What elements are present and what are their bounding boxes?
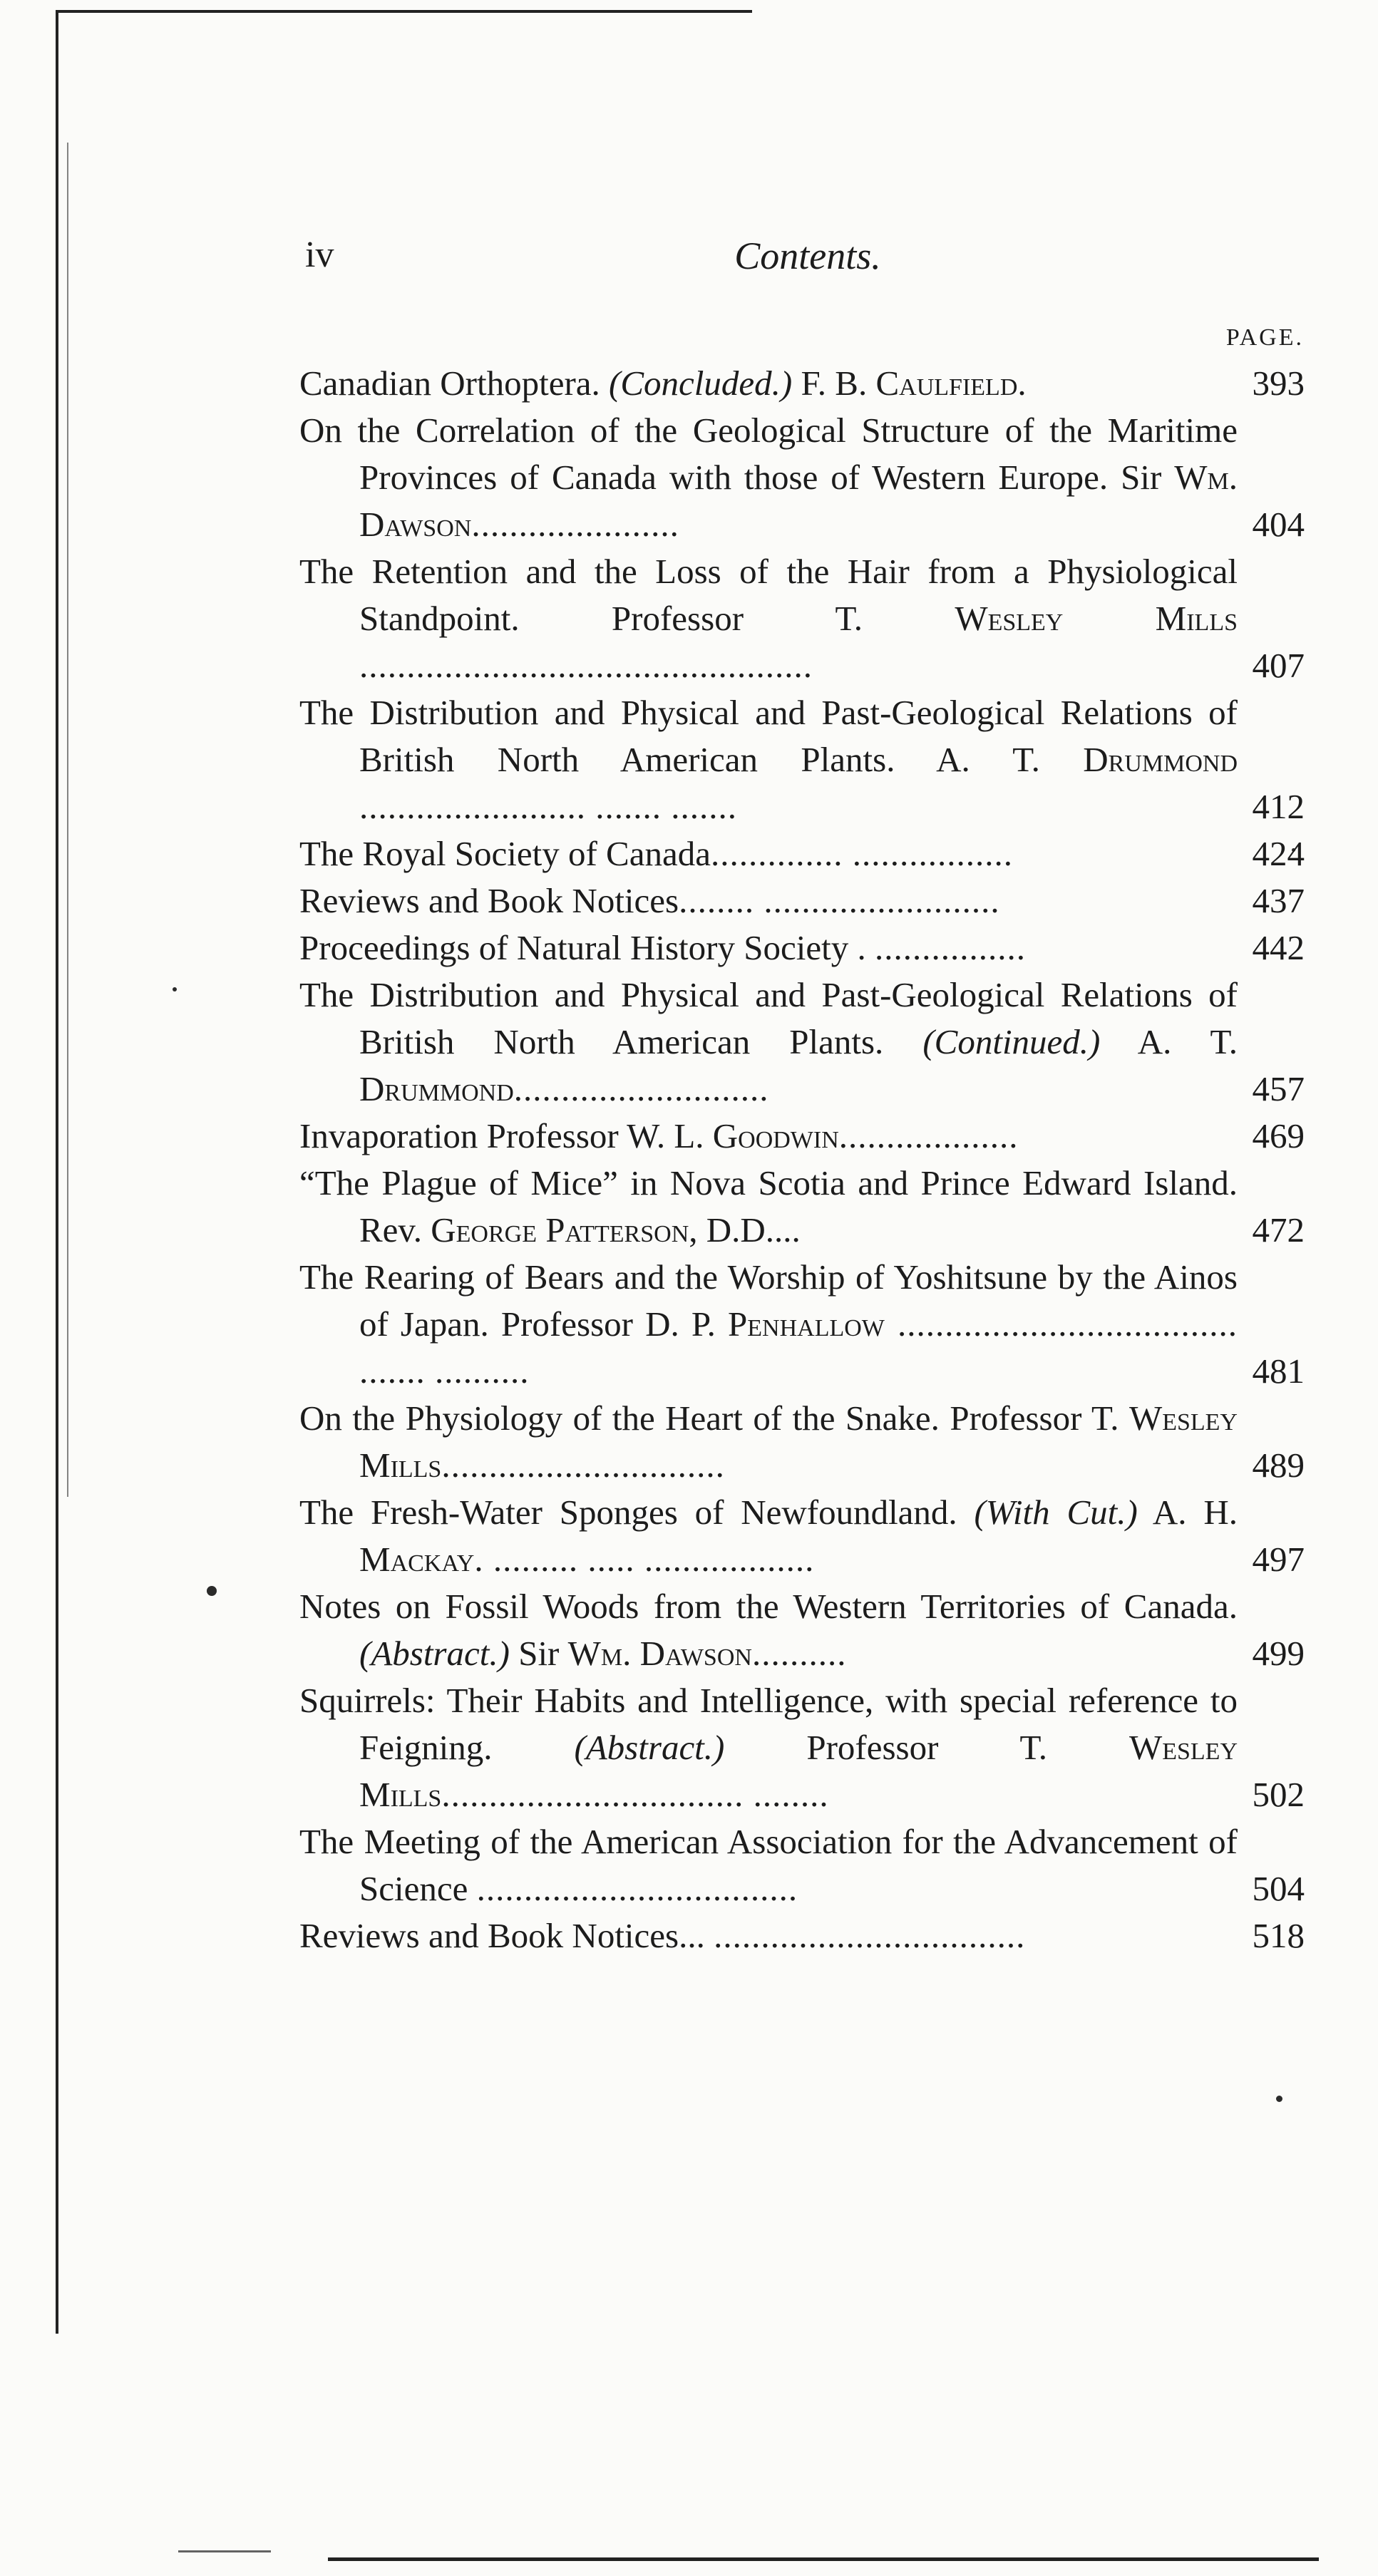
toc-entry-segment: “The Plague of Mice” in Nova Scotia and Prince Edward Island. Rev. bbox=[299, 1163, 1238, 1250]
toc-entry-segment: (With Cut.) bbox=[974, 1493, 1138, 1532]
toc-entry-segment: ................................................ bbox=[359, 646, 813, 685]
toc-entry bbox=[299, 407, 1305, 548]
toc-entry-page-number: 404 bbox=[1252, 505, 1305, 544]
toc-entry bbox=[299, 1489, 1305, 1583]
ink-speck bbox=[173, 987, 177, 991]
toc-entry-title bbox=[299, 1395, 1238, 1489]
toc-entry bbox=[299, 1677, 1305, 1818]
toc-entry-page-number: 499 bbox=[1252, 1634, 1305, 1673]
left-border-rule bbox=[56, 10, 58, 2334]
toc-entry bbox=[299, 548, 1305, 689]
toc-entry-segment: On the Correlation of the Geological Structure of the Maritime Provinces of Canada with those of Western Europe. Sir bbox=[299, 411, 1238, 497]
top-border-rule bbox=[57, 10, 752, 13]
toc-entry-page-number: 412 bbox=[1252, 787, 1305, 826]
toc-entry-segment: Wesley Mills bbox=[359, 1728, 1238, 1814]
page-number-roman: iv bbox=[305, 235, 334, 275]
toc-entry-title bbox=[299, 1583, 1238, 1677]
toc-entry-segment: ........................ ....... ....... bbox=[359, 787, 737, 826]
toc-entry-title bbox=[299, 689, 1238, 830]
toc-entry-page-number: 424 bbox=[1252, 834, 1305, 873]
bottom-border-dash bbox=[178, 2550, 271, 2552]
toc-entry-segment: Wesley Mills bbox=[359, 1398, 1238, 1485]
toc-entry bbox=[299, 877, 1305, 924]
toc-entry-segment: Proceedings of Natural History Society . bbox=[299, 928, 875, 967]
table-of-contents bbox=[299, 360, 1305, 1959]
toc-entry-segment: Goodwin bbox=[712, 1116, 839, 1155]
toc-entry-segment: The Fresh-Water Sponges of Newfoundland. bbox=[299, 1493, 975, 1532]
toc-entry-page-number: 481 bbox=[1252, 1351, 1305, 1391]
toc-entry-segment: ................................ ........ bbox=[441, 1775, 829, 1814]
toc-entry-title bbox=[299, 548, 1238, 689]
toc-entry-title bbox=[299, 1160, 1238, 1254]
toc-entry-segment: A. T. bbox=[1100, 1022, 1238, 1061]
toc-entry-page-number: 502 bbox=[1252, 1775, 1305, 1814]
toc-entry-title bbox=[299, 360, 1238, 407]
toc-entry-segment: Reviews and Book Notices... bbox=[299, 1916, 714, 1955]
toc-entry-title bbox=[299, 1489, 1238, 1583]
toc-entry-title bbox=[299, 924, 1238, 972]
toc-entry-title bbox=[299, 1912, 1238, 1959]
toc-entry-page-number: 437 bbox=[1252, 881, 1305, 920]
toc-entry-segment: F. B. bbox=[792, 364, 876, 403]
toc-entry bbox=[299, 689, 1305, 830]
toc-entry-segment: ................... bbox=[838, 1116, 1019, 1155]
toc-entry bbox=[299, 830, 1305, 877]
toc-entry bbox=[299, 1254, 1305, 1395]
toc-entry-segment: Wm. Dawson bbox=[567, 1634, 752, 1673]
toc-entry-page-number: 393 bbox=[1252, 364, 1305, 403]
toc-entry-segment: The Distribution and Physical and Past-Geological Relations of British North American Plants. A. T. bbox=[299, 693, 1238, 779]
toc-entry-segment: , D.D.... bbox=[689, 1210, 801, 1250]
toc-entry-title bbox=[299, 830, 1238, 877]
toc-entry-title bbox=[299, 1677, 1238, 1818]
left-border-rule-outer bbox=[67, 143, 68, 1497]
toc-entry-title bbox=[299, 407, 1238, 548]
toc-entry-segment: .......... bbox=[751, 1634, 847, 1673]
toc-entry-page-number: 518 bbox=[1252, 1916, 1305, 1955]
toc-entry-segment: Reviews and Book Notices bbox=[299, 881, 679, 920]
toc-entry-segment: .............................. bbox=[441, 1446, 725, 1485]
toc-entry-segment: The Retention and the Loss of the Hair from a Physiological Standpoint. Professor T. bbox=[299, 552, 1238, 638]
toc-entry-segment: (Continued.) bbox=[922, 1022, 1101, 1061]
toc-entry-segment: Mackay bbox=[359, 1540, 475, 1579]
toc-entry-title bbox=[299, 1254, 1238, 1395]
toc-entry-page-number: 407 bbox=[1252, 646, 1305, 685]
toc-entry-segment: Drummond bbox=[1083, 740, 1238, 779]
toc-entry-page-number: 489 bbox=[1252, 1446, 1305, 1485]
toc-entry-segment: The Distribution and Physical and Past-Geological Relations of British North American Plants. bbox=[299, 975, 1238, 1061]
toc-entry-segment: Penhallow bbox=[728, 1304, 885, 1344]
toc-entry-title bbox=[299, 877, 1238, 924]
toc-entry bbox=[299, 1395, 1305, 1489]
toc-entry-segment: .............. ................. bbox=[710, 834, 1013, 873]
toc-entry-segment: The Rearing of Bears and the Worship of Yoshitsune by the Ainos of Japan. Professor D. P. bbox=[299, 1257, 1238, 1344]
toc-entry-segment: (Concluded.) bbox=[609, 364, 793, 403]
toc-entry bbox=[299, 972, 1305, 1113]
toc-entry-segment: ........................... bbox=[513, 1069, 769, 1108]
toc-entry-title bbox=[299, 972, 1238, 1113]
toc-entry-segment: Invaporation Professor W. L. bbox=[299, 1116, 713, 1155]
toc-entry-segment: ................ bbox=[874, 928, 1026, 967]
toc-entry-segment: ........ ......................... bbox=[679, 881, 1000, 920]
toc-entry-page-number: 497 bbox=[1252, 1540, 1305, 1579]
toc-entry-segment: George Patterson bbox=[431, 1210, 689, 1250]
toc-entry-segment: Wesley Mills bbox=[955, 599, 1238, 638]
toc-entry-segment: Sir bbox=[509, 1634, 568, 1673]
toc-entry-segment: The Royal Society of Canada bbox=[299, 834, 711, 873]
toc-entry-segment: The Meeting of the American Association for the Advancement of Science bbox=[299, 1822, 1238, 1908]
toc-entry-page-number: 442 bbox=[1252, 928, 1305, 967]
toc-entry-segment: (Abstract.) bbox=[359, 1634, 510, 1673]
toc-entry-segment: ................................. bbox=[714, 1916, 1026, 1955]
toc-entry bbox=[299, 360, 1305, 407]
toc-entry-page-number: 472 bbox=[1252, 1210, 1305, 1250]
toc-entry-title bbox=[299, 1113, 1238, 1160]
page-header bbox=[305, 234, 1310, 285]
ink-speck bbox=[207, 1586, 217, 1596]
toc-entry-segment: Notes on Fossil Woods from the Western Territories of Canada. bbox=[299, 1587, 1238, 1626]
toc-entry-segment: Canadian Orthoptera. bbox=[299, 364, 610, 403]
toc-entry-page-number: 504 bbox=[1252, 1869, 1305, 1908]
toc-entry-segment: Drummond bbox=[359, 1069, 514, 1108]
toc-entry-page-number: 457 bbox=[1252, 1069, 1305, 1108]
toc-entry bbox=[299, 1912, 1305, 1959]
toc-entry-segment: .................................. bbox=[476, 1869, 798, 1908]
toc-entry-segment: Caulfield bbox=[875, 364, 1018, 403]
page-column-label: PAGE. bbox=[1225, 324, 1304, 351]
toc-entry-segment: ...................... bbox=[471, 505, 679, 544]
toc-entry bbox=[299, 1818, 1305, 1912]
toc-entry-segment: A. H. bbox=[1137, 1493, 1238, 1532]
toc-entry-title bbox=[299, 1818, 1238, 1912]
toc-entry bbox=[299, 1583, 1305, 1677]
toc-entry-segment: . ......... ..... .................. bbox=[474, 1540, 815, 1579]
toc-entry bbox=[299, 1160, 1305, 1254]
toc-entry-page-number: 469 bbox=[1252, 1116, 1305, 1155]
bottom-border-rule bbox=[328, 2557, 1319, 2561]
toc-entry-segment: Squirrels: Their Habits and Intelligence, with special reference to Feigning. bbox=[299, 1681, 1238, 1767]
toc-entry-segment: . bbox=[1017, 364, 1027, 403]
running-title: Contents. bbox=[734, 235, 881, 277]
toc-entry-segment: Wm. Dawson bbox=[359, 458, 1238, 544]
toc-entry-segment: Professor T. bbox=[724, 1728, 1129, 1767]
ink-speck bbox=[1276, 2096, 1282, 2102]
toc-entry bbox=[299, 924, 1305, 972]
toc-entry bbox=[299, 1113, 1305, 1160]
toc-entry-segment: On the Physiology of the Heart of the Snake. Professor T. bbox=[299, 1398, 1129, 1438]
toc-entry-segment: (Abstract.) bbox=[574, 1728, 725, 1767]
toc-entry-segment: .................................... ....... .......... bbox=[359, 1304, 1238, 1391]
